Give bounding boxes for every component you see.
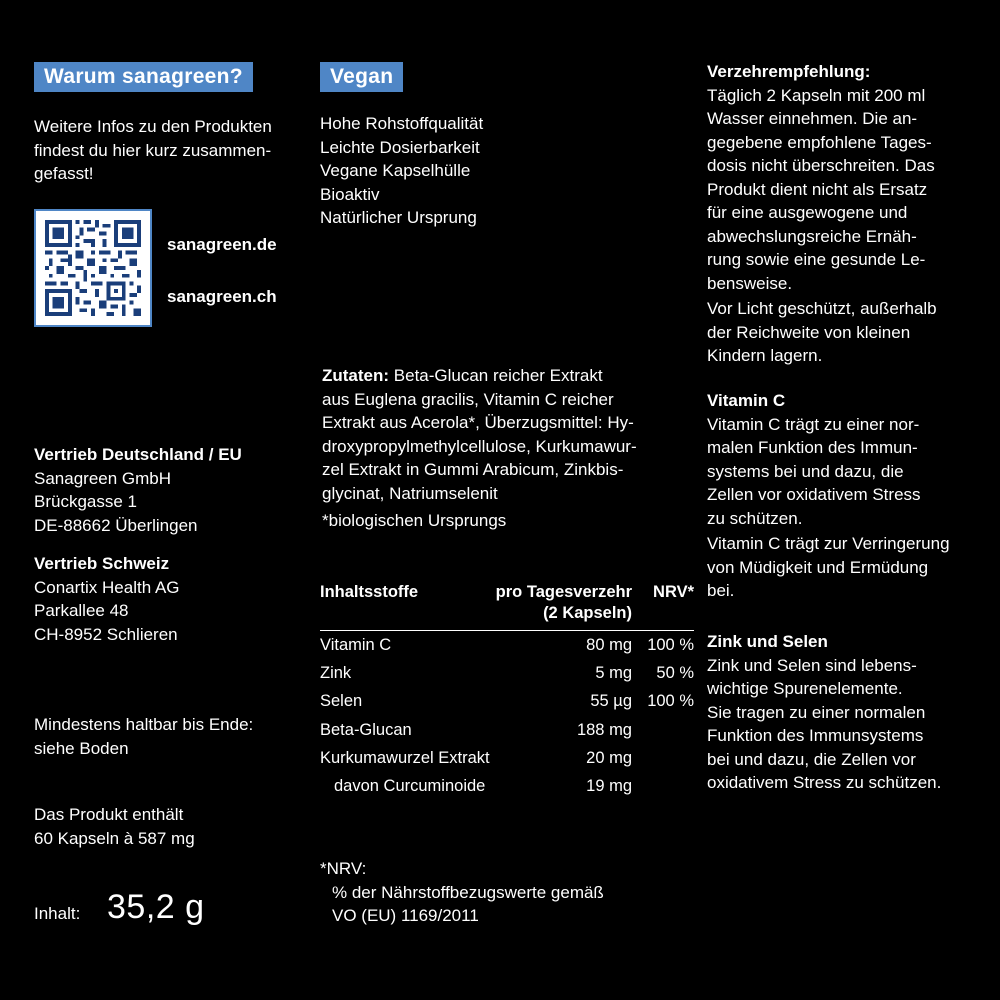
contents-line: 60 Kapseln à 587 mg [34, 828, 195, 848]
inhalt-value: 35,2 g [107, 888, 205, 926]
nutrition-table [320, 582, 694, 801]
vitc-line: systems bei und dazu, die [707, 461, 904, 481]
vitc-heading: Vitamin C [707, 391, 786, 410]
intro-line: Weitere Infos zu den Produkten [34, 117, 272, 136]
intro-line: gefasst! [34, 164, 94, 183]
licht-line: Kindern lagern. [707, 346, 823, 365]
zutaten-line: aus Euglena gracilis, Vitamin C reicher [322, 389, 614, 409]
vitc2-line: bei. [707, 581, 735, 600]
header-nrv: NRV* [632, 582, 694, 631]
zutaten-line: droxypropylmethylcellulose, Kurkumawur- [322, 436, 637, 456]
cell-name: Kurkumawurzel Extrakt [320, 748, 490, 767]
cell-nrv: 50 % [656, 663, 694, 682]
verzehr-heading: Verzehrempfehlung: [707, 62, 871, 81]
address-line: Sanagreen GmbH [34, 468, 172, 488]
feature-item: Hohe Rohstoffqualität [320, 114, 484, 133]
vitc-line: malen Funktion des Immun- [707, 438, 918, 457]
header-dose [494, 582, 632, 631]
header-name: Inhaltsstoffe [320, 582, 494, 631]
qr-code-icon [45, 220, 141, 316]
header-dose-line: (2 Kapseln) [543, 604, 632, 622]
address-line: CH-8952 Schlieren [34, 624, 178, 644]
intro-line: findest du hier kurz zusammen- [34, 140, 272, 160]
bio-note: *biologischen Ursprungs [322, 511, 507, 530]
zutaten-text [322, 364, 637, 505]
verzehr-line: dosis nicht überschreiten. Das [707, 156, 935, 175]
vertrieb-ch-heading: Vertrieb Schweiz [34, 554, 170, 573]
zink-line: oxidativem Stress zu schützen. [707, 773, 942, 792]
nrv-note [320, 857, 604, 928]
contents-text [34, 803, 195, 850]
verzehr-line: Produkt dient nicht als Ersatz [707, 179, 928, 199]
vertrieb-de [34, 443, 242, 537]
vertrieb-de-heading: Vertrieb Deutschland / EU [34, 445, 242, 464]
feature-item: Leichte Dosierbarkeit [320, 137, 480, 157]
vitc-line: Zellen vor oxidativem Stress [707, 485, 921, 504]
verzehr-section [707, 60, 937, 368]
verzehr-line: gegebene empfohlene Tages- [707, 132, 932, 152]
verzehr-line: rung sowie eine gesunde Le- [707, 250, 926, 269]
table-row [320, 716, 694, 744]
zink-line: Funktion des Immunsystems [707, 726, 924, 745]
table-row [320, 744, 694, 772]
inhalt-label: Inhalt: [34, 904, 81, 923]
cell-name: Zink [320, 663, 352, 682]
cell-dose: 80 mg [586, 635, 632, 654]
header-dose-line: pro Tagesverzehr [495, 583, 632, 601]
verzehr-line: Täglich 2 Kapseln mit 200 ml [707, 85, 926, 105]
cell-nrv: 100 % [647, 635, 694, 654]
mhd-line: Mindestens haltbar bis Ende: [34, 715, 254, 734]
feature-item: Vegane Kapselhülle [320, 161, 471, 180]
cell-name: davon Curcuminoide [334, 777, 486, 796]
zink-line: wichtige Spurenelemente. [707, 679, 903, 698]
cell-name: Vitamin C [320, 635, 392, 654]
link-sanagreen-ch[interactable]: sanagreen.ch [167, 287, 277, 306]
zink-line: Zink und Selen sind lebens- [707, 655, 917, 675]
address-line: Brückgasse 1 [34, 492, 137, 511]
feature-item: Natürlicher Ursprung [320, 208, 477, 227]
verzehr-line: bensweise. [707, 273, 793, 293]
table-header-row [320, 582, 694, 631]
intro-text [34, 115, 272, 186]
cell-dose: 19 mg [586, 777, 632, 796]
zink-section [707, 630, 941, 795]
link-sanagreen-de[interactable]: sanagreen.de [167, 235, 277, 254]
badge-warum: Warum sanagreen? [34, 62, 253, 92]
vitc2-line: von Müdigkeit und Ermüdung [707, 557, 929, 577]
zutaten-line: zel Extrakt in Gummi Arabicum, Zinkbis- [322, 460, 624, 479]
zutaten-label: Zutaten: [322, 366, 390, 385]
table-row [320, 659, 694, 687]
verzehr-line: für eine ausgewogene und [707, 203, 908, 222]
licht-line: Vor Licht geschützt, außerhalb [707, 299, 937, 318]
vertrieb-ch [34, 552, 180, 646]
cell-dose: 55 µg [590, 692, 632, 711]
zutaten-line: glycinat, Natriumselenit [322, 483, 498, 503]
cell-nrv [632, 744, 694, 772]
cell-nrv [632, 772, 694, 800]
vitc-section [707, 389, 950, 603]
verzehr-line: abwechslungsreiche Ernäh- [707, 226, 917, 246]
nrv-note-line: *NRV: [320, 859, 367, 878]
address-line: Conartix Health AG [34, 577, 180, 597]
mhd-text [34, 713, 253, 760]
cell-dose: 20 mg [586, 748, 632, 767]
zink-line: Sie tragen zu einer normalen [707, 702, 926, 722]
cell-dose: 5 mg [595, 663, 632, 682]
address-line: Parkallee 48 [34, 601, 129, 620]
cell-dose: 188 mg [576, 720, 632, 739]
cell-nrv: 100 % [647, 692, 694, 711]
feature-item: Bioaktiv [320, 184, 380, 204]
mhd-line: siehe Boden [34, 738, 129, 758]
zink-line: bei und dazu, die Zellen vor [707, 749, 916, 769]
zink-heading: Zink und Selen [707, 632, 828, 651]
feature-list [320, 112, 483, 230]
cell-name: Selen [320, 692, 363, 711]
vitc2-line: Vitamin C trägt zur Verringerung [707, 534, 950, 553]
nrv-note-line: VO (EU) 1169/2011 [332, 906, 479, 925]
zutaten-line: Beta-Glucan reicher Extrakt [389, 366, 603, 385]
cell-nrv [632, 716, 694, 744]
vitc-line: Vitamin C trägt zu einer nor- [707, 414, 920, 434]
qr-code[interactable] [34, 209, 152, 327]
table-row [320, 688, 694, 716]
vitc-line: zu schützen. [707, 508, 803, 528]
licht-line: der Reichweite von kleinen [707, 322, 911, 342]
zutaten-line: Extrakt aus Acerola*, Überzugsmittel: Hy- [322, 413, 634, 432]
badge-vegan: Vegan [320, 62, 403, 92]
nrv-note-line: % der Nährstoffbezugswerte gemäß [332, 882, 604, 902]
contents-line: Das Produkt enthält [34, 805, 184, 824]
verzehr-line: Wasser einnehmen. Die an- [707, 109, 918, 128]
table-row [320, 772, 694, 800]
address-line: DE-88662 Überlingen [34, 515, 198, 535]
cell-name: Beta-Glucan [320, 720, 412, 739]
table-row [320, 631, 694, 660]
